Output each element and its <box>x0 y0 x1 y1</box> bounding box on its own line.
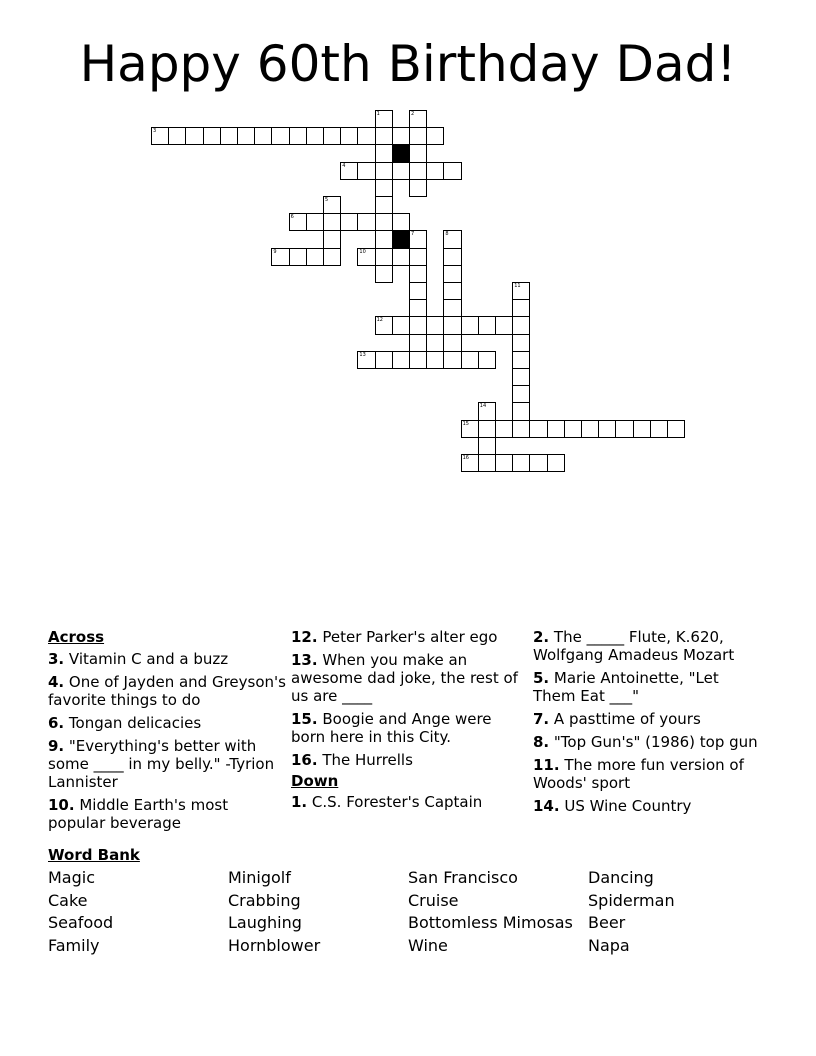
grid-cell[interactable] <box>323 213 341 231</box>
clue <box>291 751 523 769</box>
word-bank-item: Wine <box>408 936 448 955</box>
grid-cell[interactable] <box>443 282 461 300</box>
across-heading: Across <box>48 628 105 646</box>
grid-cell[interactable] <box>443 299 461 317</box>
clue-text: The _____ Flute, K.620, Wolfgang Amadeus Mozart <box>533 628 735 664</box>
page-title: Happy 60th Birthday Dad! <box>79 35 737 93</box>
grid-cell[interactable] <box>443 316 461 334</box>
grid-cell[interactable] <box>409 351 427 369</box>
grid-cell[interactable] <box>409 144 427 162</box>
grid-cell[interactable] <box>237 127 255 145</box>
grid-cell[interactable] <box>392 127 410 145</box>
grid-cell[interactable] <box>357 127 375 145</box>
word-bank-item: Seafood <box>48 913 114 932</box>
grid-cell[interactable] <box>461 351 479 369</box>
clue-number: 7 <box>411 231 415 238</box>
clue <box>533 710 763 728</box>
grid-cell[interactable] <box>443 248 461 266</box>
grid-cell[interactable] <box>512 402 530 420</box>
clue <box>533 628 763 664</box>
clue-number: 14 <box>479 403 487 410</box>
grid-cell[interactable] <box>443 334 461 352</box>
grid-cell[interactable] <box>375 127 393 145</box>
grid-cell[interactable] <box>392 351 410 369</box>
grid-cell[interactable] <box>375 162 393 180</box>
clue-number: 15. <box>291 710 318 728</box>
clue-text: Boogie and Ange were born here in this City. <box>291 710 492 746</box>
grid-cell[interactable] <box>409 299 427 317</box>
grid-cell[interactable] <box>409 248 427 266</box>
grid-cell[interactable] <box>357 162 375 180</box>
grid-cell[interactable] <box>529 454 547 472</box>
grid-cell[interactable] <box>323 230 341 248</box>
word-bank-item: San Francisco <box>408 868 518 887</box>
grid-cell[interactable] <box>289 248 307 266</box>
grid-cell[interactable] <box>306 213 324 231</box>
clue-text: Middle Earth's most popular beverage <box>48 796 229 832</box>
grid-cell[interactable] <box>478 454 496 472</box>
clue-number: 5 <box>325 197 329 203</box>
grid-cell[interactable] <box>340 213 358 231</box>
clue-text: Tongan delicacies <box>64 714 202 732</box>
word-bank-item: Napa <box>588 936 630 955</box>
clue-number: 4. <box>48 673 65 691</box>
grid-cell[interactable] <box>409 127 427 145</box>
grid-cell[interactable] <box>340 127 358 145</box>
clue-number: 2 <box>411 111 415 117</box>
grid-cell[interactable] <box>598 420 616 438</box>
clue-number: 12. <box>291 628 318 646</box>
grid-cell[interactable] <box>375 230 393 248</box>
grid-cell[interactable] <box>650 420 668 438</box>
word-bank-item: Cake <box>48 891 88 910</box>
grid-cell[interactable] <box>357 351 375 369</box>
clue-number: 3. <box>48 650 65 668</box>
grid-cell[interactable] <box>375 110 393 128</box>
grid-cell[interactable] <box>306 248 324 266</box>
grid-cell[interactable] <box>220 127 238 145</box>
word-bank-heading: Word Bank <box>48 846 140 864</box>
grid-cell[interactable] <box>168 127 186 145</box>
clue-number: 10. <box>48 796 75 814</box>
clue-text: A pasttime of yours <box>549 710 701 728</box>
word-bank-item: Magic <box>48 868 96 887</box>
word-bank-item: Cruise <box>408 891 459 910</box>
grid-cell[interactable] <box>375 179 393 197</box>
clue-text: "Everything's better with some ____ in my belly." -Tyrion Lannister <box>48 737 275 791</box>
clue-number: 10 <box>359 248 366 255</box>
clue-number: 3 <box>153 128 157 135</box>
clue-number: 13 <box>359 351 366 358</box>
grid-cell[interactable] <box>375 248 393 266</box>
grid-cell[interactable] <box>512 316 530 334</box>
clue <box>48 673 286 709</box>
grid-cell[interactable] <box>254 127 272 145</box>
grid-cell[interactable] <box>426 127 444 145</box>
grid-cell[interactable] <box>478 437 496 455</box>
grid-cell[interactable] <box>529 420 547 438</box>
grid-cell[interactable] <box>375 196 393 214</box>
grid-cell[interactable] <box>667 420 685 438</box>
grid-cell[interactable] <box>547 454 565 472</box>
grid-cell[interactable] <box>512 334 530 352</box>
clue-number: 12 <box>376 317 383 324</box>
grid-cell[interactable] <box>392 213 410 231</box>
grid-cell[interactable] <box>409 316 427 334</box>
clue <box>48 714 286 732</box>
clue <box>533 797 763 815</box>
word-bank-item: Crabbing <box>228 891 301 910</box>
grid-cell[interactable] <box>375 144 393 162</box>
clue <box>291 710 523 746</box>
grid-cell[interactable] <box>443 230 461 248</box>
word-bank-item: Laughing <box>228 913 302 932</box>
grid-cell[interactable] <box>633 420 651 438</box>
grid-cell[interactable] <box>323 127 341 145</box>
grid-cell[interactable] <box>512 299 530 317</box>
grid-block <box>392 230 410 248</box>
clue-number: 1 <box>376 111 380 117</box>
clue <box>533 756 763 792</box>
grid-cell[interactable] <box>547 420 565 438</box>
grid-cell[interactable] <box>512 351 530 369</box>
word-bank-item: Dancing <box>588 868 654 887</box>
clue-number: 16 <box>462 455 469 461</box>
grid-cell[interactable] <box>495 420 513 438</box>
grid-cell[interactable] <box>151 127 169 145</box>
grid-cell[interactable] <box>340 162 358 180</box>
grid-cell[interactable] <box>512 420 530 438</box>
grid-cell[interactable] <box>478 351 496 369</box>
grid-cell[interactable] <box>306 127 324 145</box>
word-bank-item: Minigolf <box>228 868 291 887</box>
clue-number: 11 <box>514 283 521 289</box>
grid-cell[interactable] <box>478 316 496 334</box>
clues-across-column <box>48 628 286 837</box>
grid-cell[interactable] <box>461 420 479 438</box>
grid-cell[interactable] <box>409 162 427 180</box>
clue <box>533 669 763 705</box>
clue-number: 2. <box>533 628 550 646</box>
clue <box>533 733 763 751</box>
clue-number: 16. <box>291 751 318 769</box>
grid-cell[interactable] <box>323 196 341 214</box>
word-bank-item: Family <box>48 936 100 955</box>
grid-cell[interactable] <box>512 385 530 403</box>
grid-cell[interactable] <box>357 248 375 266</box>
grid-cell[interactable] <box>357 213 375 231</box>
clue-number: 9. <box>48 737 65 755</box>
clue-number: 9 <box>273 248 277 255</box>
grid-cell[interactable] <box>375 316 393 334</box>
grid-cell[interactable] <box>461 454 479 472</box>
grid-cell[interactable] <box>409 334 427 352</box>
grid-cell[interactable] <box>495 316 513 334</box>
grid-cell[interactable] <box>289 213 307 231</box>
grid-cell[interactable] <box>271 248 289 266</box>
grid-cell[interactable] <box>185 127 203 145</box>
grid-cell[interactable] <box>426 162 444 180</box>
clue-number: 13. <box>291 651 318 669</box>
grid-cell[interactable] <box>323 248 341 266</box>
grid-cell[interactable] <box>461 316 479 334</box>
clue-number: 7. <box>533 710 550 728</box>
grid-cell[interactable] <box>375 213 393 231</box>
clue-text: One of Jayden and Greyson's favorite things to do <box>48 673 286 709</box>
grid-cell[interactable] <box>392 316 410 334</box>
clue-number: 14. <box>533 797 560 815</box>
clue-number: 6 <box>290 214 294 221</box>
crossword-grid <box>0 0 816 470</box>
grid-cell[interactable] <box>409 265 427 283</box>
clue-number: 15 <box>462 420 469 427</box>
clue-number: 4 <box>342 162 346 169</box>
clue <box>48 650 286 668</box>
clue-text: "Top Gun's" (1986) top gun <box>549 733 758 751</box>
grid-cell[interactable] <box>581 420 599 438</box>
clue-number: 5. <box>533 669 550 687</box>
clue <box>291 651 523 705</box>
clue-number: 8. <box>533 733 550 751</box>
down-heading: Down <box>291 772 339 790</box>
grid-cell[interactable] <box>289 127 307 145</box>
grid-cell[interactable] <box>512 368 530 386</box>
clue-text: US Wine Country <box>559 797 692 815</box>
grid-cell[interactable] <box>392 162 410 180</box>
clue-number: 11. <box>533 756 560 774</box>
grid-cell[interactable] <box>409 282 427 300</box>
grid-cell[interactable] <box>426 316 444 334</box>
grid-cell[interactable] <box>443 351 461 369</box>
grid-cell[interactable] <box>392 248 410 266</box>
word-bank-item: Spiderman <box>588 891 675 910</box>
grid-cell[interactable] <box>426 351 444 369</box>
grid-cell[interactable] <box>564 420 582 438</box>
clue <box>291 793 523 811</box>
clue-number: 1. <box>291 793 308 811</box>
clue-text: C.S. Forester's Captain <box>307 793 483 811</box>
clue-text: The more fun version of Woods' sport <box>533 756 744 792</box>
clue-text: Vitamin C and a buzz <box>64 650 229 668</box>
word-bank-item: Bottomless Mimosas <box>408 913 573 932</box>
clue-number: 6. <box>48 714 65 732</box>
clue-number: 8 <box>445 231 449 238</box>
grid-cell[interactable] <box>409 230 427 248</box>
grid-cell[interactable] <box>443 162 461 180</box>
grid-cell[interactable] <box>478 402 496 420</box>
clue-text: Marie Antoinette, "Let Them Eat ___" <box>533 669 719 705</box>
clues-middle-column <box>291 628 523 816</box>
grid-cell[interactable] <box>512 454 530 472</box>
grid-cell[interactable] <box>409 179 427 197</box>
clue <box>291 628 523 646</box>
clue <box>48 737 286 791</box>
grid-cell[interactable] <box>495 454 513 472</box>
word-bank-item: Beer <box>588 913 626 932</box>
word-bank-item: Hornblower <box>228 936 321 955</box>
grid-cell[interactable] <box>443 265 461 283</box>
grid-cell[interactable] <box>478 420 496 438</box>
grid-cell[interactable] <box>271 127 289 145</box>
clue <box>48 796 286 832</box>
grid-cell[interactable] <box>203 127 221 145</box>
clues-down-column <box>533 628 763 820</box>
grid-cell[interactable] <box>409 110 427 128</box>
clue-text: The Hurrells <box>317 751 413 769</box>
clue-text: Peter Parker's alter ego <box>317 628 498 646</box>
clue-text: When you make an awesome dad joke, the rest of us are ____ <box>291 651 518 705</box>
grid-cell[interactable] <box>375 265 393 283</box>
grid-cell[interactable] <box>512 282 530 300</box>
grid-cell[interactable] <box>615 420 633 438</box>
grid-block <box>392 144 410 162</box>
grid-cell[interactable] <box>375 351 393 369</box>
